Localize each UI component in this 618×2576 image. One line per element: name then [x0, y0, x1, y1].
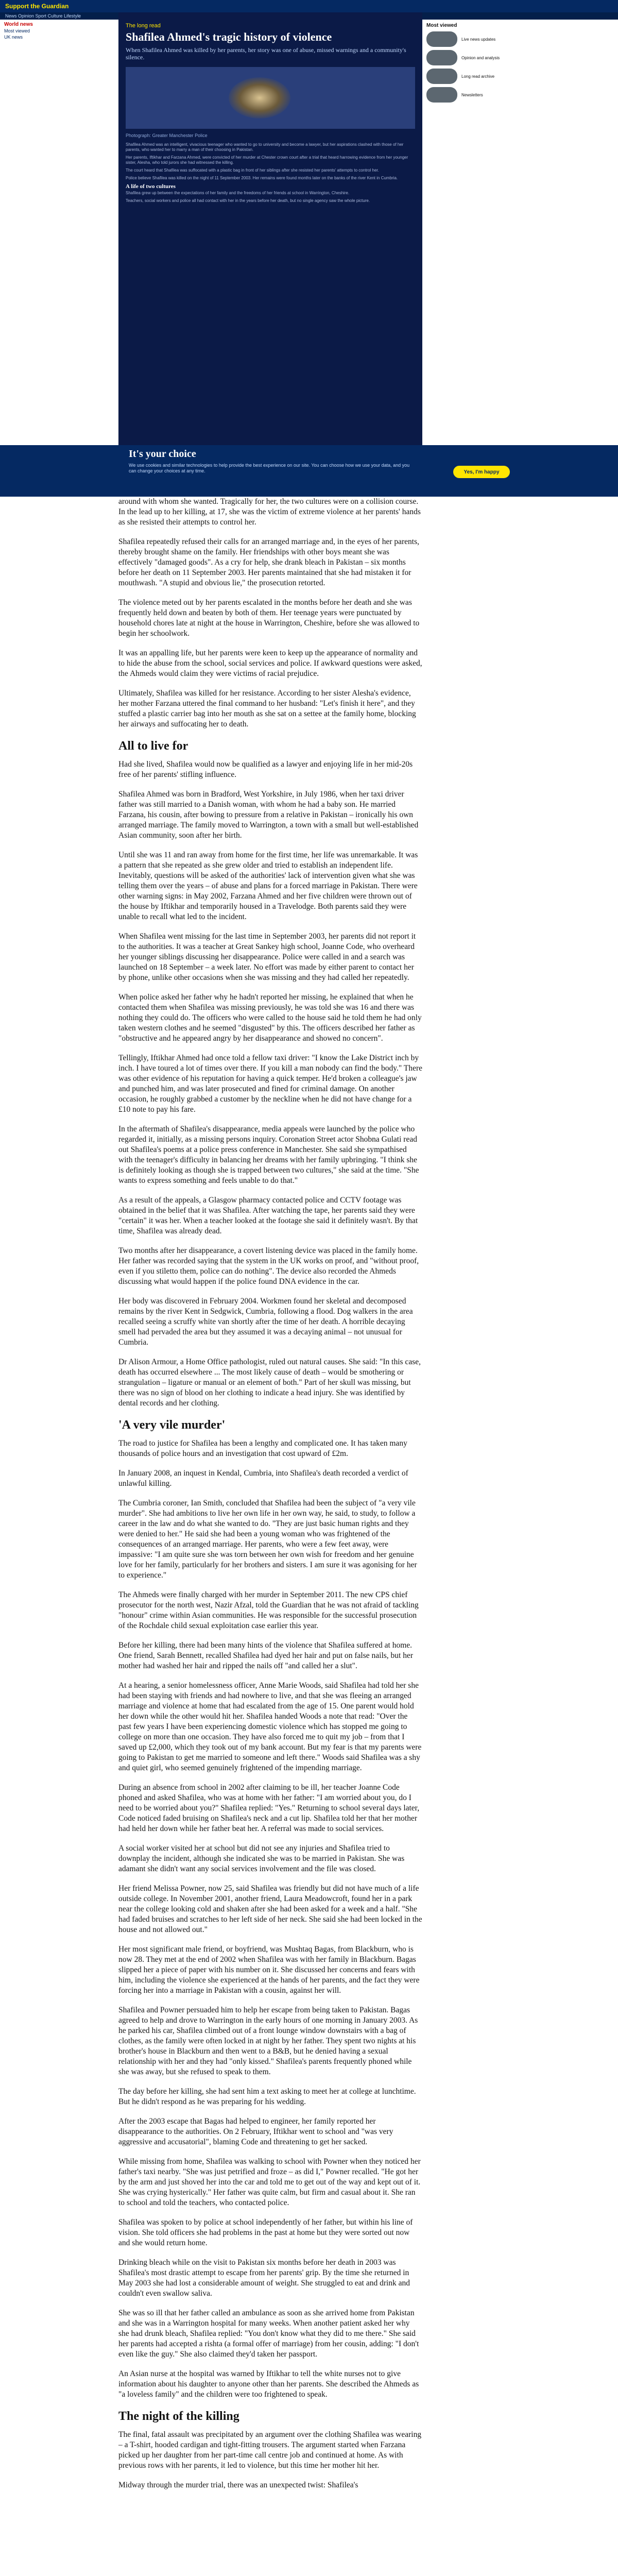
- article-paragraph: While missing from home, Shafilea was walking to school with Powner when they noticed her father's taxi nearby. "She was just petrified and froze – as did I," Powner recalled. "He got her by the arm and just shoved her into the car and told me to get out of the way and kept out of it. She was crying hysterically." Her father was quite calm, but firm and casual about it. She ran to school and told the teachers, who contacted police.: [118, 2157, 421, 2207]
- article-paragraph: Shafilea and Powner persuaded him to help her escape from being taken to Pakistan. Bagas agreed to help and drove to Warrington in the early hours of one morning in January 2003. As he parked his car, Shafilea climbed out of a front lounge window downstairs with a bag of clothes, as the family were often locked in at night by her father. They spent two nights at his brother's house in Blackburn and then went to a B&B, but he denied having a sexual relationship with her and they had "only kissed." Shafilea's parents frequently phoned while she was away, but she refused to speak to them.: [118, 2006, 418, 2076]
- nav-spacer: [76, 0, 613, 12]
- article-paragraph: The violence meted out by her parents escalated in the months before her death and she was frequently held down and beaten by both of them. Her teenage years were punctuated by household chores late at night at the house in Warrington, Cheshire, before she was allowed to begin her schoolwork.: [118, 598, 420, 638]
- article-paragraph: Shafilea repeatedly refused their calls for an arranged marriage and, in the eyes of her parents, thereby brought shame on the family. Her friendships with other boys meant she was effectively "damaged goods". As a cry for help, she drank bleach in Pakistan – six months before her death on 11 September 2003. Her parents maintained that she had mistaken it for mouthwash. "A stupid and obvious lie," the prosecution retorted.: [118, 537, 419, 587]
- thumbnail: [426, 87, 457, 103]
- article-kicker[interactable]: The long read: [126, 23, 161, 29]
- article-paragraph: The final, fatal assault was precipitated by an argument over the clothing Shafilea was wearing – a T-shirt, hooded cardigan and tight-fitting trousers. The argument started when Farzana picked up her daughter from her part-time call centre job and continued at home. As with previous rows with her parents, it led to violence, but this time her mother hit her.: [118, 2430, 422, 2470]
- article-standfirst: When Shafilea Ahmed was killed by her parents, her story was one of abuse, missed warnings and a community's silence.: [126, 46, 406, 61]
- article-paragraph: At a hearing, a senior homelessness officer, Anne Marie Woods, said Shafilea had told her she had been staying with friends and had nowhere to live, and that she was fleeing an arranged marriage and violence at home that had escalated from the age of 15. One parent would hold her down while the other would hit her. Shafilea handed Woods a note that read: "Over the past few years I have been experiencing domestic violence which has stopped me going to college on more than one occasion. They have also forced me to quit my job – from that I saved up £2,000, which they took out of my bank account. But my fear is that my parents were going to Pakistan to get me married to someone and left there." Woods said Shafilea was a shy and quiet girl, who seemed genuinely frightened of the impending marriage.: [118, 1681, 422, 1772]
- article-paragraph: around with whom she wanted. Tragically for her, the two cultures were on a collision course. In the lead up to her killing, at 17, she was the victim of extreme violence at her parents' hands as she resisted their attempts to control her.: [118, 497, 421, 527]
- article-paragraph: Ultimately, Shafilea was killed for her resistance. According to her sister Alesha's evidence, her mother Farzana uttered the final command to her husband: "Let's finish it here", and they stuffed a plastic carrier bag into her mouth as she sat on a settee at the family home, blocking her airways and suffocating her to death.: [118, 689, 416, 728]
- most-viewed-text: Opinion and analysis: [461, 55, 500, 60]
- image-caption: Photograph: Greater Manchester Police: [126, 133, 208, 138]
- article-paragraph: When police asked her father why he hadn't reported her missing, he explained that when he contacted them when Shafilea was missing previously, he was told she was 16 and there was nothing they could do. The officers who were called to the house said he told them he had only taken western clothes and he seemed "disgusted" by this. The officers described her father as "obstructive and he appeared angry by her disappearance and showed no concern".: [118, 993, 422, 1043]
- banner-title: It's your choice: [129, 448, 196, 460]
- article-paragraph: During an absence from school in 2002 after claiming to be ill, her teacher Joanne Code phoned and asked Shafilea, who was at home with her father: "I am worried about you, do I need to be worried about you?" Shafilea replied: "Yes." Returning to school several days later, Code noticed faded bruising on Shafilea's neck and a cut lip. Shafilea told her that her mother had held her down while her father beat her. A referral was made to social services.: [118, 1783, 420, 1833]
- most-viewed-text: Newsletters: [461, 92, 483, 97]
- article-paragraph: In the aftermath of Shafilea's disappearance, media appeals were launched by the police who regarded it, initially, as a missing persons inquiry. Coronation Street actor Shobna Gulati read out Shafilea's poems at a police press conference in Manchester. She said she sympathised with the teenager's difficulty in balancing her dreams with her family upbringing. "I think she is definitely looking as though she is trapped between two cultures," she said at the time. "She wants to express something and feels unable to do that.": [118, 1125, 419, 1185]
- right-rail-most-viewed: [422, 20, 618, 164]
- most-viewed-item[interactable]: [426, 50, 614, 65]
- top-nav: [0, 0, 618, 12]
- rail-link[interactable]: UK news: [4, 35, 23, 40]
- article-paragraph: She was so ill that her father called an ambulance as soon as she arrived home from Pakistan and she was in a Warrington hospital for many weeks. When another patient asked her why she had drunk bleach, Shafilea replied: "You don't know what they did to me there." She said her parents had accepted a rishta (a formal offer of marriage) from her cousin, adding: "I don't even like the guy." She also claimed they'd taken her passport.: [118, 2309, 419, 2359]
- most-viewed-text: Long read archive: [461, 74, 495, 79]
- article-paragraph: A social worker visited her at school but did not see any injuries and Shafilea tried to downplay the incident, although she indicated she was to be married in Pakistan. She was adamant she didn't want any social services involvement and the file was closed.: [118, 1844, 405, 1873]
- banner-text: We use cookies and similar technologies to help provide the best experience on our site. You can choose how we use your data, and you can change your choices at any time.: [129, 463, 410, 473]
- article-paragraph: An Asian nurse at the hospital was warned by Iftikhar to tell the white nurses not to give information about his daughter to anyone other than her parents. She described the Ahmeds as "a loveless family" and the children were too frightened to speak.: [118, 2369, 419, 2399]
- section-heading: 'A very vile murder': [118, 1418, 226, 1432]
- hero-subheading: A life of two cultures: [126, 183, 176, 190]
- article-paragraph: The road to justice for Shafilea has been a lengthy and complicated one. It has taken many thousands of police hours and an investigation that cost upward of £2m.: [118, 1439, 407, 1458]
- most-viewed-item[interactable]: [426, 31, 614, 47]
- article-paragraph: Shafilea was spoken to by police at school independently of her father, but within his line of vision. She told officers she had problems in the past at home but they were sorted out now and she would return home.: [118, 2218, 413, 2247]
- article-paragraph: The Ahmeds were finally charged with her murder in September 2011. The new CPS chief prosecutor for the north west, Nazir Afzal, told the Guardian that he was not afraid of tackling "honour" crime within Asian communities. He was responsible for the successful prosecution of the Rochdale child sexual exploitation case earlier this year.: [118, 1590, 419, 1630]
- article-paragraph: The day before her killing, she had sent him a text asking to meet her at college at lunchtime. But he didn't respond as he was preparing for his wedding.: [118, 2087, 416, 2106]
- article-paragraph: Shafilea Ahmed was born in Bradford, West Yorkshire, in July 1986, when her taxi driver father was still married to a Danish woman, with whom he had a baby son. He married Farzana, his cousin, after bowing to pressure from a relative in Pakistan – ironically his own arranged marriage. The family moved to Warrington, a town with a small but well-established Asian community, soon after her birth.: [118, 790, 419, 840]
- most-viewed-text: Live news updates: [461, 37, 496, 42]
- support-link[interactable]: Support the Guardian: [5, 3, 69, 10]
- section-heading: The night of the killing: [118, 2410, 239, 2423]
- section-title[interactable]: World news: [4, 22, 33, 27]
- article-paragraph: Until she was 11 and ran away from home for the first time, her life was unremarkable. It was a pattern that she repeated as she grew older and tried to establish an independent life. Inevitably, questions will be asked of the authorities' lack of intervention given what she was telling them over the years – of abuse and plans for a forced marriage in Pakistan. There were other warning signs: in May 2002, Farzana Ahmed and her five children were thrown out of the house by Iftikhar and temporarily housed in a Travelodge. Both parents said they were unable to recall what led to the incident.: [118, 851, 418, 921]
- hero-paragraph: Police believe Shafilea was killed on the night of 11 September 2003. Her remains were found months later on the banks of the river Kent in Cumbria.: [126, 176, 398, 180]
- article-paragraph: Had she lived, Shafilea would now be qualified as a lawyer and enjoying life in her mid-20s free of her parents' stifling influence.: [118, 760, 413, 779]
- article-paragraph: When Shafilea went missing for the last time in September 2003, her parents did not report it to the authorities. It was a teacher at Great Sankey high school, Joanne Code, who overheard her younger siblings discussing her disappearance. Police were called in and a search was launched on 18 September – a week later. No effort was made by either parent to contact her by phone, unlike other occasions when she was missing and they had called her repeatedly.: [118, 932, 416, 982]
- article-paragraph: In January 2008, an inquest in Kendal, Cumbria, into Shafilea's death recorded a verdict of unlawful killing.: [118, 1469, 408, 1488]
- accept-button[interactable]: Yes, I'm happy: [453, 466, 510, 478]
- section-heading: All to live for: [118, 739, 188, 753]
- hero-paragraph: Shafilea grew up between the expectations of her family and the freedoms of her friends at school in Warrington, Cheshire.: [126, 191, 350, 195]
- article-paragraph: Midway through the murder trial, there was an unexpected twist: Shafilea's: [118, 2481, 358, 2489]
- left-rail: [0, 20, 118, 112]
- article-paragraph: Her body was discovered in February 2004. Workmen found her skeletal and decomposed remains by the river Kent in Sedgwick, Cumbria, following a flood. Dog walkers in the area recalled seeing a scruffy white van shortly after the time of her death. A horrible decaying smell had pervaded the area but they assumed it was a decaying animal – not unusual for Cumbria.: [118, 1297, 413, 1347]
- rail-link[interactable]: Most viewed: [4, 28, 30, 33]
- hero-image-subject: [229, 77, 290, 118]
- article-hero: [118, 12, 422, 445]
- article-paragraph: Her most significant male friend, or boyfriend, was Mushtaq Bagas, from Blackburn, who is now 28. They met at the end of 2002 when Shafilea was with her family in Blackburn. Bagas slipped her a piece of paper with his number on it. She discussed her concerns and fears with him, including the violence she experienced at the hands of her parents, and the fact they were forcing her into a marriage in Pakistan with a cousin, against her will.: [118, 1945, 420, 1995]
- thumbnail: [426, 69, 457, 84]
- article-headline: Shafilea Ahmed's tragic history of violence: [126, 30, 332, 43]
- sub-nav-links[interactable]: News Opinion Sport Culture Lifestyle: [5, 13, 81, 19]
- hero-paragraph: Shafilea Ahmed was an intelligent, vivacious teenager who wanted to go to university and become a lawyer, but her aspirations clashed with those of her parents, who wanted her to marry a man of their choosing in Pakistan.: [126, 142, 404, 152]
- article-paragraph: After the 2003 escape that Bagas had helped to engineer, her family reported her disappearance to the authorities. On 2 February, Iftikhar went to school and "was very aggressive and accusatorial", blaming Code and threatening to get her sacked.: [118, 2117, 393, 2146]
- hero-paragraph: The court heard that Shafilea was suffocated with a plastic bag in front of her siblings after she resisted her parents' attempts to control her.: [126, 168, 379, 173]
- article-paragraph: Tellingly, Iftikhar Ahmed had once told a fellow taxi driver: "I know the Lake District inch by inch. I have toured a lot of times over there. If you kill a man nobody can find the body." There was other evidence of his reputation for having a quick temper. He'd broken a colleague's jaw and punched him, and was later prosecuted and fined for criminal damage. On another occasion, he roughly grabbed a customer by the neckline when he did not have change for a £10 note to pay his fare.: [118, 1054, 422, 1114]
- hero-paragraph: Teachers, social workers and police all had contact with her in the years before her death, but no single agency saw the whole picture.: [126, 198, 370, 203]
- article-paragraph: Dr Alison Armour, a Home Office pathologist, ruled out natural causes. She said: "In this case, death has occurred elsewhere ... The most likely cause of death – would be smothering or strangulation – ligature or manual or an element of both." Part of her skull was missing, but there was no sign of blood on her clothing to indicate a head injury. She was identified by dental records and her clothing.: [118, 1358, 421, 1408]
- consent-banner: [0, 445, 618, 497]
- hero-image: [126, 67, 415, 129]
- article-paragraph: Before her killing, there had been many hints of the violence that Shafilea suffered at home. One friend, Sarah Bennett, recalled Shafilea had dyed her hair and put on false nails, but her mother had washed her hair and ripped the nails off "and called her a slut".: [118, 1641, 414, 1670]
- most-viewed-title: Most viewed: [426, 23, 457, 28]
- hero-paragraph: Her parents, Iftikhar and Farzana Ahmed, were convicted of her murder at Chester crown court after a trial that heard harrowing evidence from her younger sister, Alesha, who told jurors she had witnessed the killing.: [126, 155, 408, 165]
- article-paragraph: Two months after her disappearance, a covert listening device was placed in the family home. Her father was recorded saying that the system in the UK works on proof, and "without proof, even if you stiletto them, police can do nothing". The device also recorded the Ahmeds discussing what would happen if the police found DNA evidence in the car.: [118, 1246, 419, 1286]
- article-paragraph: It was an appalling life, but her parents were keen to keep up the appearance of normality and to hide the abuse from the school, social services and police. If awkward questions were asked, the Ahmeds would claim they were victims of racial prejudice.: [118, 649, 422, 678]
- article-paragraph: Her friend Melissa Powner, now 25, said Shafilea was friendly but did not have much of a life outside college. In November 2001, another friend, Laura Meadowcroft, found her in a park near the college looking cold and shaken after she had been asked for a week and a half. "She had faded bruises and scratches to her left side of her neck. She said she had been locked in the house and not allowed out.": [118, 1884, 422, 1934]
- article-paragraph: As a result of the appeals, a Glasgow pharmacy contacted police and CCTV footage was obtained in the belief that it was Shafilea. After watching the tape, her parents said they were "certain" it was her. When a teacher looked at the footage she said it definitely wasn't. By that time, Shafilea was already dead.: [118, 1196, 418, 1235]
- article-body: [118, 497, 422, 2576]
- most-viewed-item[interactable]: [426, 87, 614, 103]
- most-viewed-item[interactable]: [426, 69, 614, 84]
- article-paragraph: Drinking bleach while on the visit to Pakistan six months before her death in 2003 was Shafilea's most drastic attempt to escape from her parents' grip. By the time she returned in May 2003 she had lost a considerable amount of weight. She struggled to eat and drink and couldn't even swallow saliva.: [118, 2258, 410, 2298]
- thumbnail: [426, 31, 457, 47]
- thumbnail: [426, 50, 457, 65]
- hero-dense-text: [118, 139, 422, 209]
- article-paragraph: The Cumbria coroner, Ian Smith, concluded that Shafilea had been the subject of "a very vile murder". She had ambitions to live her own life in her own way, he said, to study, to follow a career in the law and do what she wanted to do. "They are just basic human rights and they were denied to her." He said she had been a young woman who was frightened of the consequences of an arranged marriage. Her parents, who were a few feet away, were impassive: "I am quite sure she was torn between her own wish for freedom and her genuine love for her family, particularly for her brothers and sisters. I am sure it was agonising for her to experience.": [118, 1499, 417, 1580]
